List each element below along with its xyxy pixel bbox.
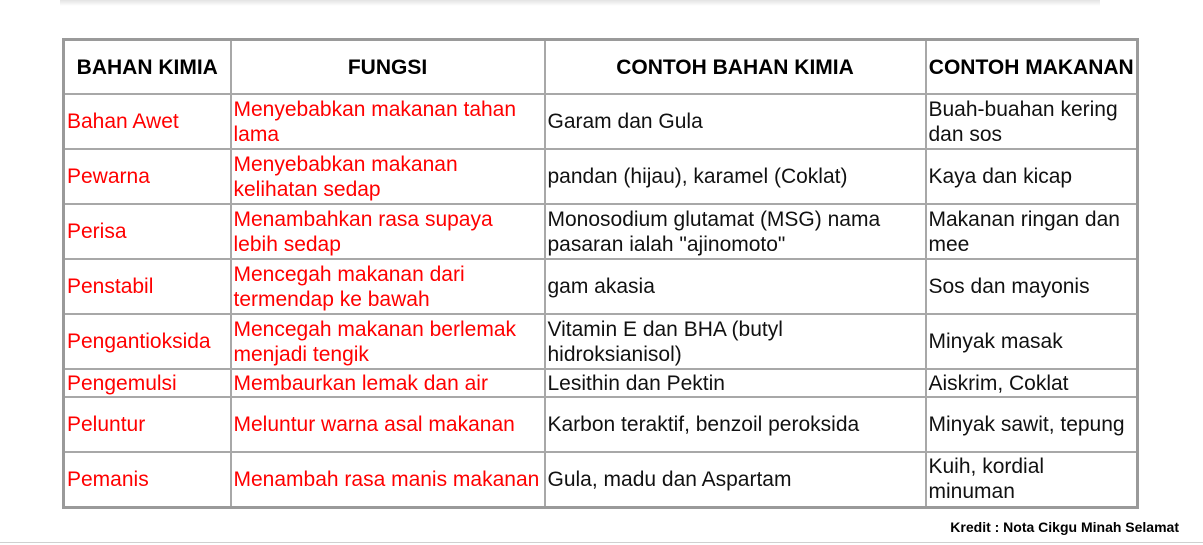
cell-fungsi: Membaurkan lemak dan air <box>231 369 545 397</box>
cell-bahan-kimia: Pemanis <box>64 452 231 507</box>
table-row <box>64 452 1138 507</box>
cell-contoh-bahan: gam akasia <box>545 259 926 314</box>
header-contoh-bahan-kimia: CONTOH BAHAN KIMIA <box>545 40 926 95</box>
cell-bahan-kimia: Perisa <box>64 204 231 259</box>
header-fungsi: FUNGSI <box>231 40 545 95</box>
table-row <box>64 369 1138 397</box>
cell-bahan-kimia: Pengemulsi <box>64 369 231 397</box>
cell-fungsi: Menyebabkan makanan tahan lama <box>231 94 545 149</box>
cell-bahan-kimia: Pewarna <box>64 149 231 204</box>
cell-contoh-makanan: Minyak sawit, tepung <box>926 397 1138 452</box>
header-contoh-makanan: CONTOH MAKANAN <box>926 40 1138 95</box>
food-chemicals-table <box>62 38 1139 509</box>
cell-contoh-makanan: Kaya dan kicap <box>926 149 1138 204</box>
cropped-top-strip <box>60 0 1100 6</box>
bottom-divider <box>0 542 1203 543</box>
cell-contoh-bahan: Karbon teraktif, benzoil peroksida <box>545 397 926 452</box>
table-row <box>64 397 1138 452</box>
cell-fungsi: Menyebabkan makanan kelihatan sedap <box>231 149 545 204</box>
cell-contoh-makanan: Kuih, kordial minuman <box>926 452 1138 507</box>
cell-contoh-bahan: Monosodium glutamat (MSG) nama pasaran ialah "ajinomoto" <box>545 204 926 259</box>
header-bahan-kimia: BAHAN KIMIA <box>64 40 231 95</box>
cell-contoh-bahan: Vitamin E dan BHA (butyl hidroksianisol) <box>545 314 926 369</box>
cell-fungsi: Menambah rasa manis makanan <box>231 452 545 507</box>
cell-bahan-kimia: Penstabil <box>64 259 231 314</box>
table-row <box>64 314 1138 369</box>
cell-contoh-makanan: Makanan ringan dan mee <box>926 204 1138 259</box>
table-row <box>64 94 1138 149</box>
cell-contoh-makanan: Aiskrim, Coklat <box>926 369 1138 397</box>
credit-text: Kredit : Nota Cikgu Minah Selamat <box>950 519 1179 535</box>
cell-contoh-makanan: Buah-buahan kering dan sos <box>926 94 1138 149</box>
table-row <box>64 204 1138 259</box>
cell-contoh-bahan: Garam dan Gula <box>545 94 926 149</box>
cell-fungsi: Mencegah makanan berlemak menjadi tengik <box>231 314 545 369</box>
cell-bahan-kimia: Pengantioksida <box>64 314 231 369</box>
cell-fungsi: Menambahkan rasa supaya lebih sedap <box>231 204 545 259</box>
table-header-row <box>64 40 1138 95</box>
table-row <box>64 259 1138 314</box>
cell-contoh-bahan: pandan (hijau), karamel (Coklat) <box>545 149 926 204</box>
cell-contoh-makanan: Minyak masak <box>926 314 1138 369</box>
cell-contoh-bahan: Lesithin dan Pektin <box>545 369 926 397</box>
cell-bahan-kimia: Peluntur <box>64 397 231 452</box>
table-row <box>64 149 1138 204</box>
cell-fungsi: Meluntur warna asal makanan <box>231 397 545 452</box>
cell-contoh-makanan: Sos dan mayonis <box>926 259 1138 314</box>
cell-bahan-kimia: Bahan Awet <box>64 94 231 149</box>
cell-fungsi: Mencegah makanan dari termendap ke bawah <box>231 259 545 314</box>
cell-contoh-bahan: Gula, madu dan Aspartam <box>545 452 926 507</box>
